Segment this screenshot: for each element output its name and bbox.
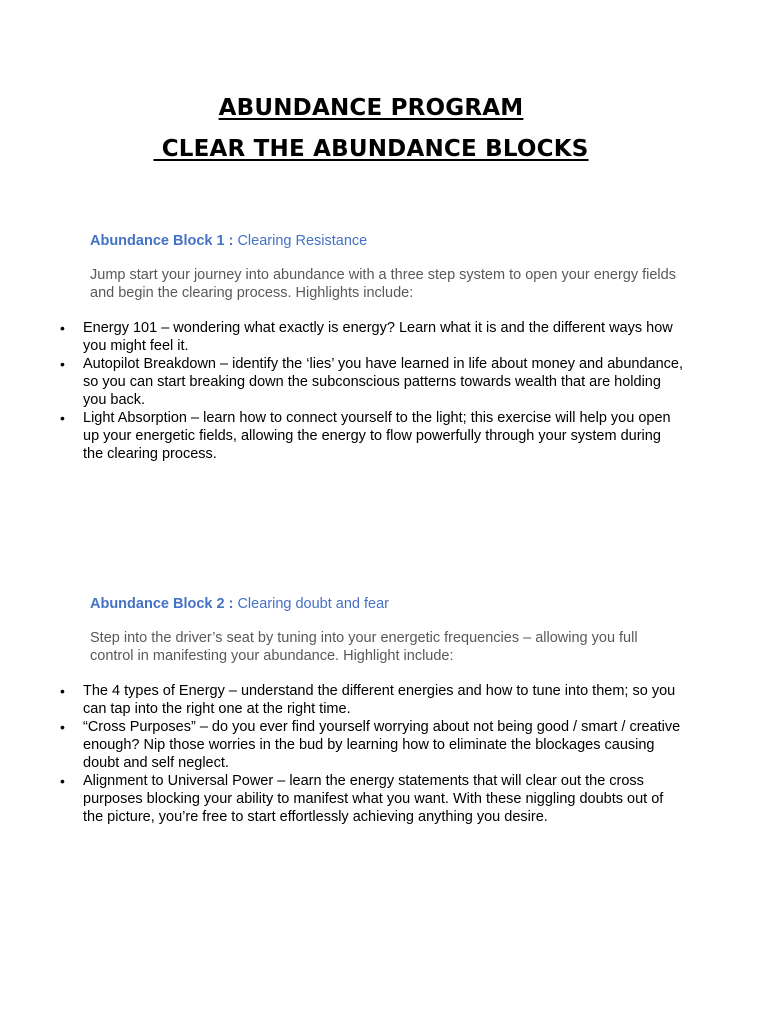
list-item-text: Light Absorption – learn how to connect yourself to the light; this exercise will help you open up your energetic fields, allowing the energy to flow powerfully through your system during the clearing process. — [83, 410, 671, 462]
list-item — [60, 772, 683, 826]
highlights-list — [0, 319, 768, 463]
block-name: Clearing Resistance — [237, 233, 368, 249]
bullet-icon: • — [60, 356, 65, 372]
bullet-icon: • — [60, 320, 65, 336]
list-item — [60, 682, 683, 718]
bullet-icon: • — [60, 683, 65, 699]
list-item-text: “Cross Purposes” – do you ever find yourself worrying about not being good / smart / creative enough? Nip those worries in the bud by learning how to eliminate the blockages causing doubt and self neglect. — [83, 719, 681, 771]
list-item — [60, 409, 683, 463]
block-intro: Step into the driver’s seat by tuning into your energetic frequencies – allowing you full control in manifesting your abundance. Highlight include: — [90, 630, 638, 664]
block-label: Abundance Block 2 : — [90, 596, 234, 612]
block-heading — [90, 231, 768, 251]
abundance-block-2-section — [0, 594, 768, 826]
block-label: Abundance Block 1 : — [90, 233, 234, 249]
list-item — [60, 718, 683, 772]
highlights-list — [0, 682, 768, 826]
document-subtitle: CLEAR THE ABUNDANCE BLOCKS — [153, 136, 589, 162]
abundance-block-1-section — [0, 231, 768, 463]
block-name: Clearing doubt and fear — [237, 596, 390, 612]
list-item-text: Autopilot Breakdown – identify the ‘lies’ you have learned in life about money and abundance, so you can start breaking down the subconscious patterns towards wealth that are holding you back. — [83, 356, 684, 408]
list-item-text: The 4 types of Energy – understand the different energies and how to tune into them; so you can tap into the right one at the right time. — [83, 683, 676, 717]
block-heading — [90, 594, 768, 614]
list-item-text: Alignment to Universal Power – learn the energy statements that will clear out the cross purposes blocking your ability to manifest what you want. With these niggling doubts out of the picture, you’re free to start effortlessly achieving anything you desire. — [83, 773, 664, 825]
list-item — [60, 319, 683, 355]
bullet-icon: • — [60, 410, 65, 426]
document-title: ABUNDANCE PROGRAM — [218, 95, 524, 121]
bullet-icon: • — [60, 719, 65, 735]
list-item — [60, 355, 684, 409]
list-item-text: Energy 101 – wondering what exactly is energy? Learn what it is and the different ways how you might feel it. — [83, 320, 673, 354]
bullet-icon: • — [60, 773, 65, 789]
block-intro: Jump start your journey into abundance with a three step system to open your energy fields and begin the clearing process. Highlights include: — [90, 267, 676, 301]
